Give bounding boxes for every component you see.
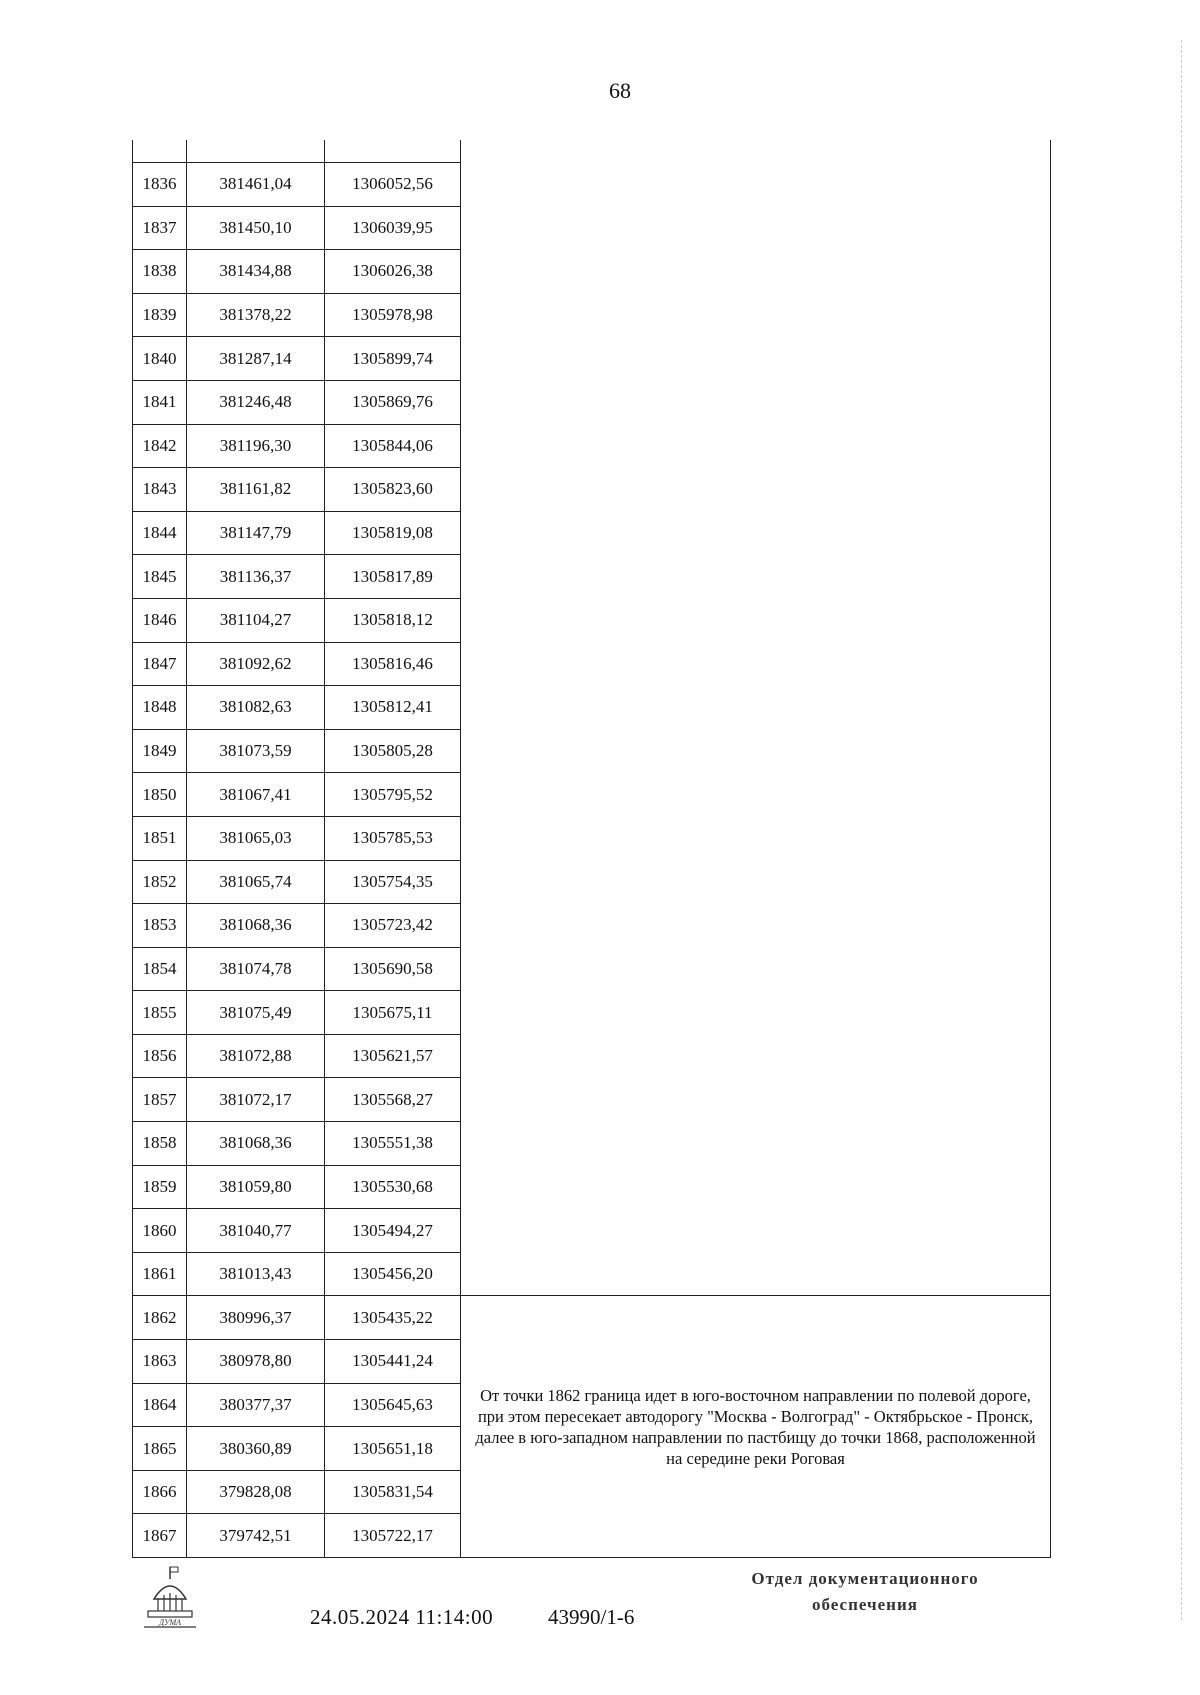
- cell-x: 381092,62: [187, 642, 325, 686]
- empty-description-cell: [461, 860, 1051, 904]
- cell-n: 1855: [133, 991, 187, 1035]
- cell-n: 1849: [133, 729, 187, 773]
- cell-n: 1860: [133, 1209, 187, 1253]
- cell-x: 381075,49: [187, 991, 325, 1035]
- table-row: [133, 293, 1051, 337]
- cell-y: 1305568,27: [325, 1078, 461, 1122]
- cell-y: 1305795,52: [325, 773, 461, 817]
- cell-y: 1305690,58: [325, 947, 461, 991]
- cell-y: 1305899,74: [325, 337, 461, 381]
- table-row: [133, 424, 1051, 468]
- empty-description-cell: [461, 991, 1051, 1035]
- table-row: [133, 904, 1051, 948]
- cell-x: 381067,41: [187, 773, 325, 817]
- cell-n: 1839: [133, 293, 187, 337]
- cell-x: 380377,37: [187, 1383, 325, 1427]
- cell-y: 1305754,35: [325, 860, 461, 904]
- cell-x: 381073,59: [187, 729, 325, 773]
- cell-n: 1847: [133, 642, 187, 686]
- cell-y: 1305831,54: [325, 1470, 461, 1514]
- cell-n: 1838: [133, 250, 187, 294]
- cell-y: 1305812,41: [325, 686, 461, 730]
- cell-y: 1305723,42: [325, 904, 461, 948]
- cell-y: 1306026,38: [325, 250, 461, 294]
- cell-y: 1305675,11: [325, 991, 461, 1035]
- cell-x: 381461,04: [187, 163, 325, 207]
- cell-x: 380360,89: [187, 1427, 325, 1471]
- cell-y: 1305978,98: [325, 293, 461, 337]
- cell-x: 381161,82: [187, 468, 325, 512]
- cell-y: 1305551,38: [325, 1122, 461, 1166]
- cell-n: 1865: [133, 1427, 187, 1471]
- cell-n: 1863: [133, 1340, 187, 1384]
- cell-n: 1859: [133, 1165, 187, 1209]
- empty-description-cell: [461, 598, 1051, 642]
- cell-x: 381072,88: [187, 1034, 325, 1078]
- cell-n: 1843: [133, 468, 187, 512]
- cell-x: 379742,51: [187, 1514, 325, 1558]
- cell-n: 1857: [133, 1078, 187, 1122]
- cell-n: 1842: [133, 424, 187, 468]
- cell-n: 1866: [133, 1470, 187, 1514]
- cell-n: 1844: [133, 511, 187, 555]
- cell-n: 1867: [133, 1514, 187, 1558]
- cell-y: 1305785,53: [325, 816, 461, 860]
- table-row: [133, 947, 1051, 991]
- cell-x: 381013,43: [187, 1252, 325, 1296]
- empty-description-cell: [461, 250, 1051, 294]
- cell-y: 1305456,20: [325, 1252, 461, 1296]
- table-row: [133, 1209, 1051, 1253]
- cell-n: 1837: [133, 206, 187, 250]
- cell-y: 1305651,18: [325, 1427, 461, 1471]
- table-row: [133, 468, 1051, 512]
- empty-description-cell: [461, 1078, 1051, 1122]
- cell-n: 1846: [133, 598, 187, 642]
- empty-description-cell: [461, 1209, 1051, 1253]
- table-row: [133, 1165, 1051, 1209]
- cell-x: 381246,48: [187, 380, 325, 424]
- cell-y: 1306039,95: [325, 206, 461, 250]
- cell-n: 1858: [133, 1122, 187, 1166]
- table-row: [133, 686, 1051, 730]
- cell-n: 1862: [133, 1296, 187, 1340]
- table-row: [133, 1034, 1051, 1078]
- cell-x: 379828,08: [187, 1470, 325, 1514]
- empty-description-cell: [461, 337, 1051, 381]
- cell-y: 1305645,63: [325, 1383, 461, 1427]
- empty-description-cell: [461, 511, 1051, 555]
- cell-x: 380978,80: [187, 1340, 325, 1384]
- page-edge-mark: [1180, 40, 1182, 1620]
- cell-y: 1305818,12: [325, 598, 461, 642]
- empty-description-cell: [461, 424, 1051, 468]
- empty-description-cell: [461, 206, 1051, 250]
- cell-y: 1305494,27: [325, 1209, 461, 1253]
- empty-description-cell: [461, 1034, 1051, 1078]
- cell-y: 1305869,76: [325, 380, 461, 424]
- cell-x: 381196,30: [187, 424, 325, 468]
- cell-x: 381072,17: [187, 1078, 325, 1122]
- cell-x: 381074,78: [187, 947, 325, 991]
- coordinates-table: [132, 140, 1051, 1558]
- empty-description-cell: [461, 729, 1051, 773]
- cell-n: 1861: [133, 1252, 187, 1296]
- table-continuation-row: [133, 140, 1051, 163]
- coordinates-table-body: [133, 140, 1051, 1558]
- cell-x: 381068,36: [187, 904, 325, 948]
- table-row: [133, 1122, 1051, 1166]
- empty-description-cell: [461, 380, 1051, 424]
- duma-logo-icon: [140, 1565, 200, 1629]
- cell-n: 1848: [133, 686, 187, 730]
- empty-description-cell: [461, 642, 1051, 686]
- table-row: [133, 598, 1051, 642]
- empty-description-cell: [461, 468, 1051, 512]
- empty-description-cell: [461, 555, 1051, 599]
- empty-description-cell: [461, 686, 1051, 730]
- cell-n: 1854: [133, 947, 187, 991]
- department-line-1: Отдел документационного: [751, 1569, 979, 1588]
- empty-description-cell: [461, 816, 1051, 860]
- cell-x: 381104,27: [187, 598, 325, 642]
- cell-y: 1306052,56: [325, 163, 461, 207]
- table-row: [133, 250, 1051, 294]
- table-row: [133, 337, 1051, 381]
- table-row: [133, 511, 1051, 555]
- cell-x: 381082,63: [187, 686, 325, 730]
- table-row: [133, 206, 1051, 250]
- print-timestamp: 24.05.2024 11:14:00: [310, 1605, 494, 1629]
- department-stamp: [720, 1566, 1010, 1618]
- cell-y: 1305817,89: [325, 555, 461, 599]
- cell-n: 1856: [133, 1034, 187, 1078]
- cell-x: 381434,88: [187, 250, 325, 294]
- empty-description-cell: [461, 1165, 1051, 1209]
- cell-y: 1305621,57: [325, 1034, 461, 1078]
- logo-caption: ДУМА: [158, 1618, 182, 1627]
- cell-y: 1305823,60: [325, 468, 461, 512]
- table-row: [133, 163, 1051, 207]
- cell-y: 1305441,24: [325, 1340, 461, 1384]
- cell-n: 1852: [133, 860, 187, 904]
- cell-x: 381287,14: [187, 337, 325, 381]
- empty-description-cell: [461, 773, 1051, 817]
- cell-x: 381059,80: [187, 1165, 325, 1209]
- cell-y: 1305722,17: [325, 1514, 461, 1558]
- cell-n: 1853: [133, 904, 187, 948]
- cell-x: 381378,22: [187, 293, 325, 337]
- cell-y: 1305844,06: [325, 424, 461, 468]
- empty-description-cell: [461, 163, 1051, 207]
- table-row: [133, 555, 1051, 599]
- table-row: [133, 860, 1051, 904]
- cell-n: 1850: [133, 773, 187, 817]
- cell-x: 381065,74: [187, 860, 325, 904]
- document-code: 43990/1-6: [548, 1605, 635, 1629]
- empty-description-cell: [461, 1252, 1051, 1296]
- empty-description-cell: [461, 1122, 1051, 1166]
- empty-description-cell: [461, 904, 1051, 948]
- cell-n: 1836: [133, 163, 187, 207]
- table-row: [133, 1252, 1051, 1296]
- cell-n: 1841: [133, 380, 187, 424]
- cell-x: 381068,36: [187, 1122, 325, 1166]
- boundary-description: От точки 1862 граница идет в юго-восточном направлении по полевой дороге, при этом пересекает автодорогу "Москва - Волгоград" - Октябрьское - Пронск, далее в юго-западном направлении по пастбищу до точки 1868, расположенной на середине реки Роговая: [461, 1296, 1051, 1558]
- coordinates-table-wrap: [132, 140, 1050, 1558]
- table-row: [133, 991, 1051, 1035]
- empty-description-cell: [461, 293, 1051, 337]
- table-row: [133, 642, 1051, 686]
- table-row: [133, 1078, 1051, 1122]
- cell-y: 1305530,68: [325, 1165, 461, 1209]
- table-row: [133, 816, 1051, 860]
- cell-n: 1845: [133, 555, 187, 599]
- table-row: [133, 1296, 1051, 1340]
- cell-x: 381136,37: [187, 555, 325, 599]
- table-row: [133, 380, 1051, 424]
- cell-x: 380996,37: [187, 1296, 325, 1340]
- cell-n: 1851: [133, 816, 187, 860]
- cell-x: 381147,79: [187, 511, 325, 555]
- cell-x: 381040,77: [187, 1209, 325, 1253]
- table-row: [133, 729, 1051, 773]
- page-number: 68: [609, 78, 631, 103]
- cell-y: 1305805,28: [325, 729, 461, 773]
- cell-n: 1840: [133, 337, 187, 381]
- department-line-2: обеспечения: [812, 1595, 918, 1614]
- cell-x: 381065,03: [187, 816, 325, 860]
- cell-n: 1864: [133, 1383, 187, 1427]
- cell-y: 1305819,08: [325, 511, 461, 555]
- empty-description-cell: [461, 947, 1051, 991]
- cell-y: 1305816,46: [325, 642, 461, 686]
- cell-y: 1305435,22: [325, 1296, 461, 1340]
- cell-x: 381450,10: [187, 206, 325, 250]
- table-row: [133, 773, 1051, 817]
